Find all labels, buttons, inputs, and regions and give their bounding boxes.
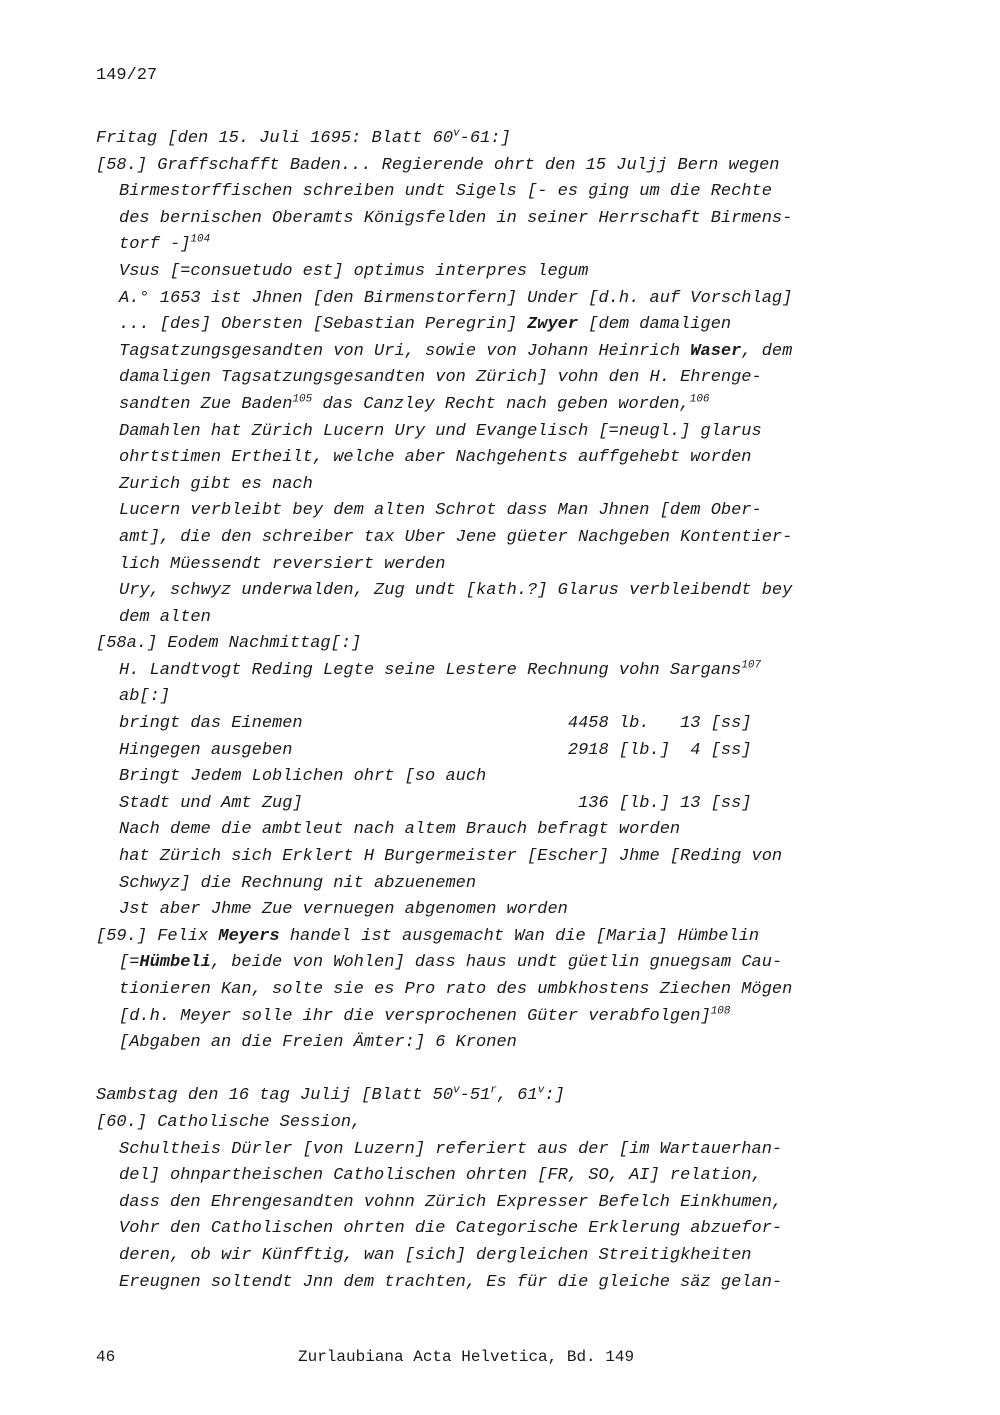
text-segment: Sambstag den 16 tag Julij [Blatt 50 <box>96 1086 454 1106</box>
text-line <box>96 1030 896 1057</box>
text-segment: Vsus [=consuetudo est] optimus interpres legum <box>119 261 589 281</box>
text-segment: [58a.] Eodem Nachmittag[:] <box>96 634 362 654</box>
text-line <box>96 897 896 924</box>
text-line <box>96 552 896 579</box>
text-line <box>96 339 896 366</box>
bold-name: Waser <box>690 341 742 361</box>
superscript: 105 <box>292 393 313 406</box>
page-number: 46 <box>96 1348 116 1366</box>
text-line <box>96 445 896 472</box>
superscript: 108 <box>710 1004 731 1017</box>
text-line <box>96 126 896 153</box>
text-segment: -61:] <box>459 129 511 148</box>
superscript: v <box>537 1084 545 1097</box>
text-segment: Jst aber Jhme Zue vernuegen abgenomen worden <box>119 900 568 920</box>
bold-name: Zwyer <box>527 315 579 335</box>
text-segment: Tagsatzungsgesandten von Uri, sowie von Johann Heinrich <box>119 341 691 361</box>
text-segment: [Abgaben an die Freien Ämter:] 6 Kronen <box>119 1033 517 1053</box>
series-title: Zurlaubiana Acta Helvetica, Bd. 149 <box>298 1348 635 1366</box>
text-segment: [59.] Felix <box>96 926 219 946</box>
superscript: 107 <box>741 659 762 672</box>
text-segment: dass den Ehrengesandten vohnn Zürich Expresser Befelch Einkhumen, <box>119 1192 783 1212</box>
text-segment: [d.h. Meyer solle ihr die versprochenen Güter verabfolgen] <box>119 1006 711 1026</box>
text-line <box>96 1004 896 1031</box>
text-line <box>96 1083 896 1110</box>
text-line <box>96 924 896 951</box>
text-segment: -51 <box>459 1086 491 1106</box>
text-line <box>96 1243 896 1270</box>
text-line <box>96 286 896 313</box>
text-line <box>96 312 896 339</box>
bold-name: Hümbeli <box>139 953 211 973</box>
text-segment: dem alten <box>119 607 211 627</box>
text-segment: [58.] Graffschafft Baden... Regierende ohrt den 15 Juljj Bern wegen <box>96 155 780 175</box>
blank-line <box>96 1057 896 1084</box>
document-body <box>96 126 896 1296</box>
text-segment: del] ohnpartheischen Catholischen ohrten [FR, SO, AI] relation, <box>119 1166 762 1186</box>
text-line <box>96 871 896 898</box>
text-segment: Damahlen hat Zürich Lucern Ury und Evangelisch [=neugl.] glarus <box>119 421 762 441</box>
text-segment: Zurich gibt es nach <box>119 474 313 494</box>
text-line <box>96 791 896 818</box>
text-line <box>96 1190 896 1217</box>
superscript: r <box>490 1084 497 1097</box>
text-line <box>96 232 896 259</box>
text-line <box>96 472 896 499</box>
page-reference: 149/27 <box>96 66 158 85</box>
text-line <box>96 419 896 446</box>
text-line <box>96 1216 896 1243</box>
text-segment: Schultheis Dürler [von Luzern] referiert aus der [im Wartauerhan- <box>119 1139 783 1159</box>
text-line <box>96 684 896 711</box>
text-segment: H. Landtvogt Reding Legte seine Lestere Rechnung vohn Sargans <box>119 660 742 680</box>
text-segment: des bernischen Oberamts Königsfelden in seiner Herrschaft Birmens- <box>119 208 793 228</box>
text-segment: , beide von Wohlen] dass haus undt güetlin gnuegsam Cau- <box>210 953 783 973</box>
text-line <box>96 392 896 419</box>
bold-name: Meyers <box>218 926 280 946</box>
text-line <box>96 259 896 286</box>
text-line <box>96 153 896 180</box>
text-segment: handel ist ausgemacht Wan die [Maria] Hümbelin <box>279 926 760 946</box>
text-line <box>96 631 896 658</box>
text-segment: Birmestorffischen schreiben undt Sigels [- es ging um die Rechte <box>119 182 772 202</box>
text-segment: A.° 1653 ist Jhnen [den Birmenstorfern] Under [d.h. auf Vorschlag] <box>119 288 793 308</box>
superscript: 104 <box>190 233 211 246</box>
text-segment: tionieren Kan, solte sie es Pro rato des umbkhostens Ziechen Mögen <box>119 980 793 999</box>
text-line <box>96 1137 896 1164</box>
text-line <box>96 206 896 233</box>
text-line <box>96 578 896 605</box>
text-segment: [= <box>119 953 140 973</box>
text-segment: deren, ob wir Künfftig, wan [sich] dergleichen Streitigkheiten <box>119 1245 752 1265</box>
text-segment: damaligen Tagsatzungsgesandten von Zürich] vohn den H. Ehrenge- <box>119 368 762 388</box>
text-segment: ab[:] <box>119 687 171 707</box>
text-line <box>96 977 896 1004</box>
text-line <box>96 525 896 552</box>
text-line <box>96 498 896 525</box>
text-segment: das Canzley Recht nach geben worden, <box>312 394 690 414</box>
text-line <box>96 179 896 206</box>
text-line <box>96 950 896 977</box>
text-segment: sandten Zue Baden <box>119 394 293 414</box>
superscript: v <box>453 127 460 140</box>
text-line <box>96 1270 896 1297</box>
text-segment: , dem <box>741 341 793 361</box>
text-line <box>96 1110 896 1137</box>
text-segment: Nach deme die ambtleut nach altem Brauch befragt worden <box>119 820 681 840</box>
text-segment: amt], die den schreiber tax Uber Jene güeter Nachgeben Kontentier- <box>119 527 793 547</box>
text-line <box>96 817 896 844</box>
text-segment: Stadt und Amt Zug] 136 [lb.] 13 [ss] <box>119 793 752 813</box>
text-segment: ohrtstimen Ertheilt, welche aber Nachgehents auffgehebt worden <box>119 448 752 468</box>
text-line <box>96 658 896 685</box>
text-segment: Fritag [den 15. Juli 1695: Blatt 60 <box>96 129 454 148</box>
superscript: 106 <box>689 393 710 406</box>
text-segment: [dem damaligen <box>578 315 732 335</box>
text-segment: :] <box>544 1086 565 1106</box>
text-segment: bringt das Einemen 4458 lb. 13 [ss] <box>119 714 752 734</box>
text-segment: hat Zürich sich Erklert H Burgermeister [Escher] Jhme [Reding von <box>119 847 783 867</box>
text-segment: Bringt Jedem Loblichen ohrt [so auch <box>119 767 487 787</box>
text-segment: Ereugnen soltendt Jnn dem trachten, Es für die gleiche säz gelan- <box>119 1272 783 1292</box>
text-line <box>96 605 896 632</box>
text-line <box>96 1163 896 1190</box>
text-segment: lich Müessendt reversiert werden <box>119 554 446 574</box>
text-segment: Lucern verbleibt bey dem alten Schrot dass Man Jhnen [dem Ober- <box>119 501 762 521</box>
text-segment: Vohr den Catholischen ohrten die Categorische Erklerung abzuefor- <box>119 1219 783 1239</box>
text-segment: , 61 <box>496 1086 538 1106</box>
text-segment: ... [des] Obersten [Sebastian Peregrin] <box>119 315 528 335</box>
text-line <box>96 711 896 738</box>
text-line <box>96 365 896 392</box>
text-line <box>96 844 896 871</box>
text-line <box>96 764 896 791</box>
text-segment: [60.] Catholische Session, <box>96 1112 362 1132</box>
text-segment: Schwyz] die Rechnung nit abzuenemen <box>119 873 477 893</box>
text-segment: torf -] <box>119 235 191 255</box>
text-line <box>96 738 896 765</box>
superscript: v <box>453 1084 460 1097</box>
text-segment: Hingegen ausgeben 2918 [lb.] 4 [ss] <box>119 740 752 760</box>
text-segment: Ury, schwyz underwalden, Zug undt [kath.?] Glarus verbleibendt bey <box>119 581 793 601</box>
